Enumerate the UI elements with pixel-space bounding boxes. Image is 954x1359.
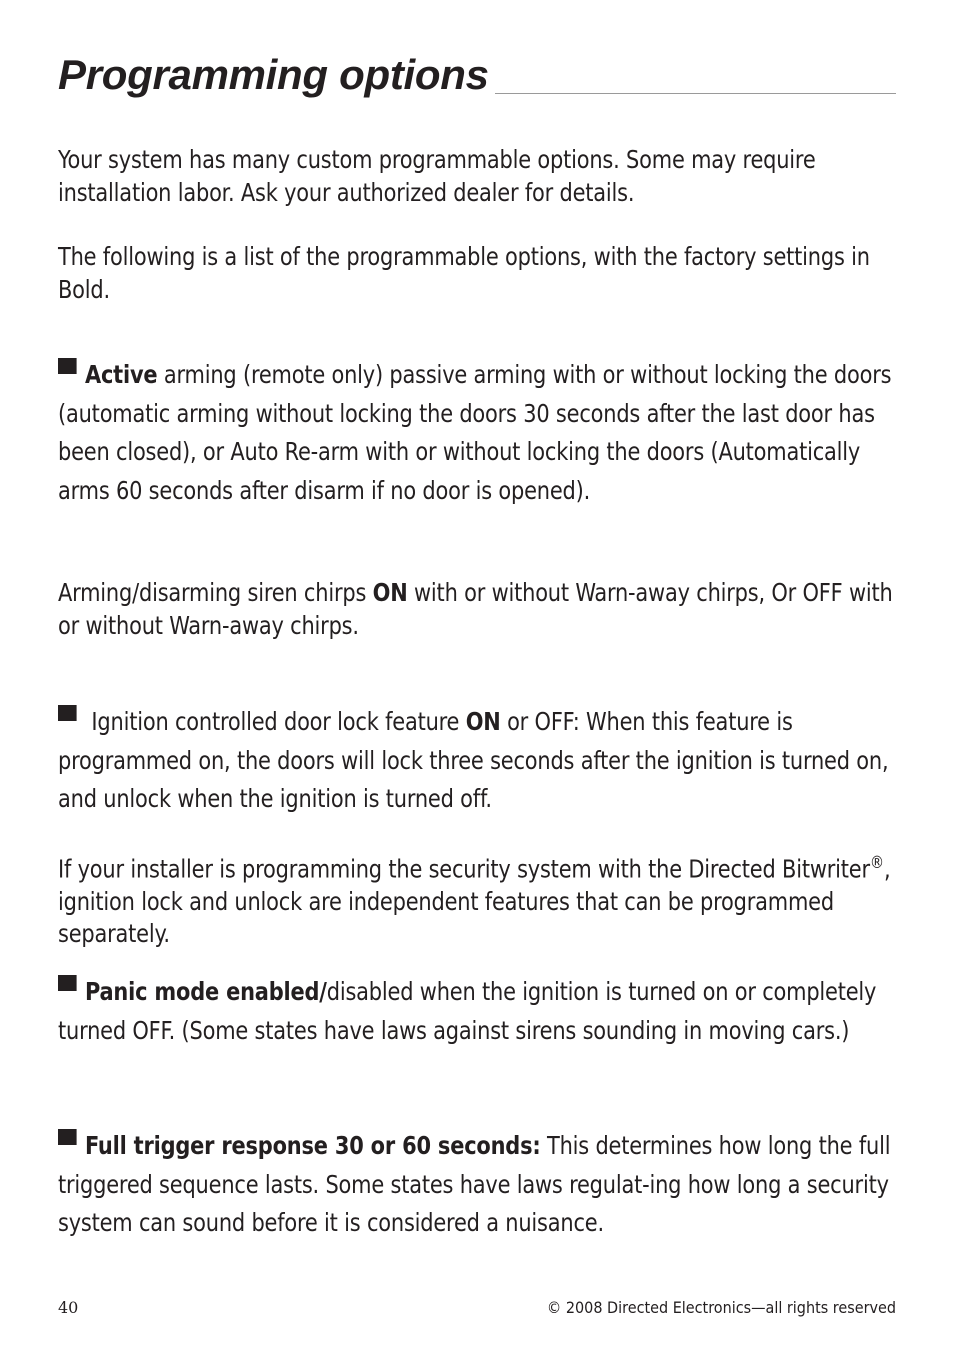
intro-paragraph-2: The following is a list of the programmable options, with the factory settings in Bold. bbox=[58, 242, 870, 304]
option-chirps bbox=[58, 577, 896, 642]
factory-setting-ignition-on: ON bbox=[465, 707, 501, 736]
option-arming-text: arming (remote only) passive arming with or without locking the doors (automatic arming without locking the doors 30 seconds after the last door has been closed), or Auto Re-arm with or without locking the doors (Automatically arms 60 seconds after disarm if no door is opened). bbox=[58, 360, 892, 505]
option-ignition-pre: Ignition controlled door lock feature bbox=[84, 707, 466, 736]
intro-paragraph-1: Your system has many custom programmable options. Some may require installation labor. Ask your authorized dealer for details. bbox=[58, 145, 816, 207]
option-panic-mode bbox=[58, 973, 896, 1050]
bullet-square-icon bbox=[58, 1129, 77, 1145]
bitwriter-post: , ignition lock and unlock are independent features that can be programmed separately. bbox=[58, 854, 891, 949]
bitwriter-pre: If your installer is programming the security system with the Directed Bitwriter bbox=[58, 854, 870, 884]
factory-setting-trigger: Full trigger response 30 or 60 seconds: bbox=[84, 1131, 541, 1160]
heading-row bbox=[58, 52, 896, 96]
option-bitwriter-note bbox=[58, 847, 896, 951]
option-trigger-text: This determines how long the full triggered sequence lasts. Some states have laws regulat-ing how long a security system can sound before it is considered a nuisance. bbox=[58, 1131, 891, 1237]
option-ignition-post: or OFF: When this feature is programmed on, the doors will lock three seconds after the ignition is turned on, and unlock when the ignition is turned off. bbox=[58, 707, 889, 813]
factory-setting-panic-enabled: Panic mode enabled/ bbox=[84, 977, 327, 1006]
bullet-square-icon bbox=[58, 975, 77, 991]
page-title: Programming options bbox=[58, 52, 495, 98]
page-number: 40 bbox=[58, 1298, 79, 1317]
copyright-notice: © 2008 Directed Electronics—all rights reserved bbox=[546, 1298, 896, 1317]
bullet-square-icon bbox=[58, 358, 77, 374]
option-panic-text: disabled when the ignition is turned on or completely turned OFF. (Some states have laws against sirens sounding in moving cars.) bbox=[58, 977, 877, 1045]
factory-setting-active: Active bbox=[84, 360, 158, 389]
option-full-trigger bbox=[58, 1127, 896, 1243]
bullet-square-icon bbox=[58, 705, 77, 721]
registered-mark: ® bbox=[869, 853, 884, 873]
option-ignition-lock bbox=[58, 703, 896, 819]
option-arming bbox=[58, 356, 896, 510]
factory-setting-chirps-on: ON bbox=[372, 578, 408, 607]
option-chirps-pre: Arming/disarming siren chirps bbox=[58, 578, 373, 607]
option-chirps-post: with or without Warn-away chirps, Or OFF with or without Warn-away chirps. bbox=[58, 578, 893, 640]
